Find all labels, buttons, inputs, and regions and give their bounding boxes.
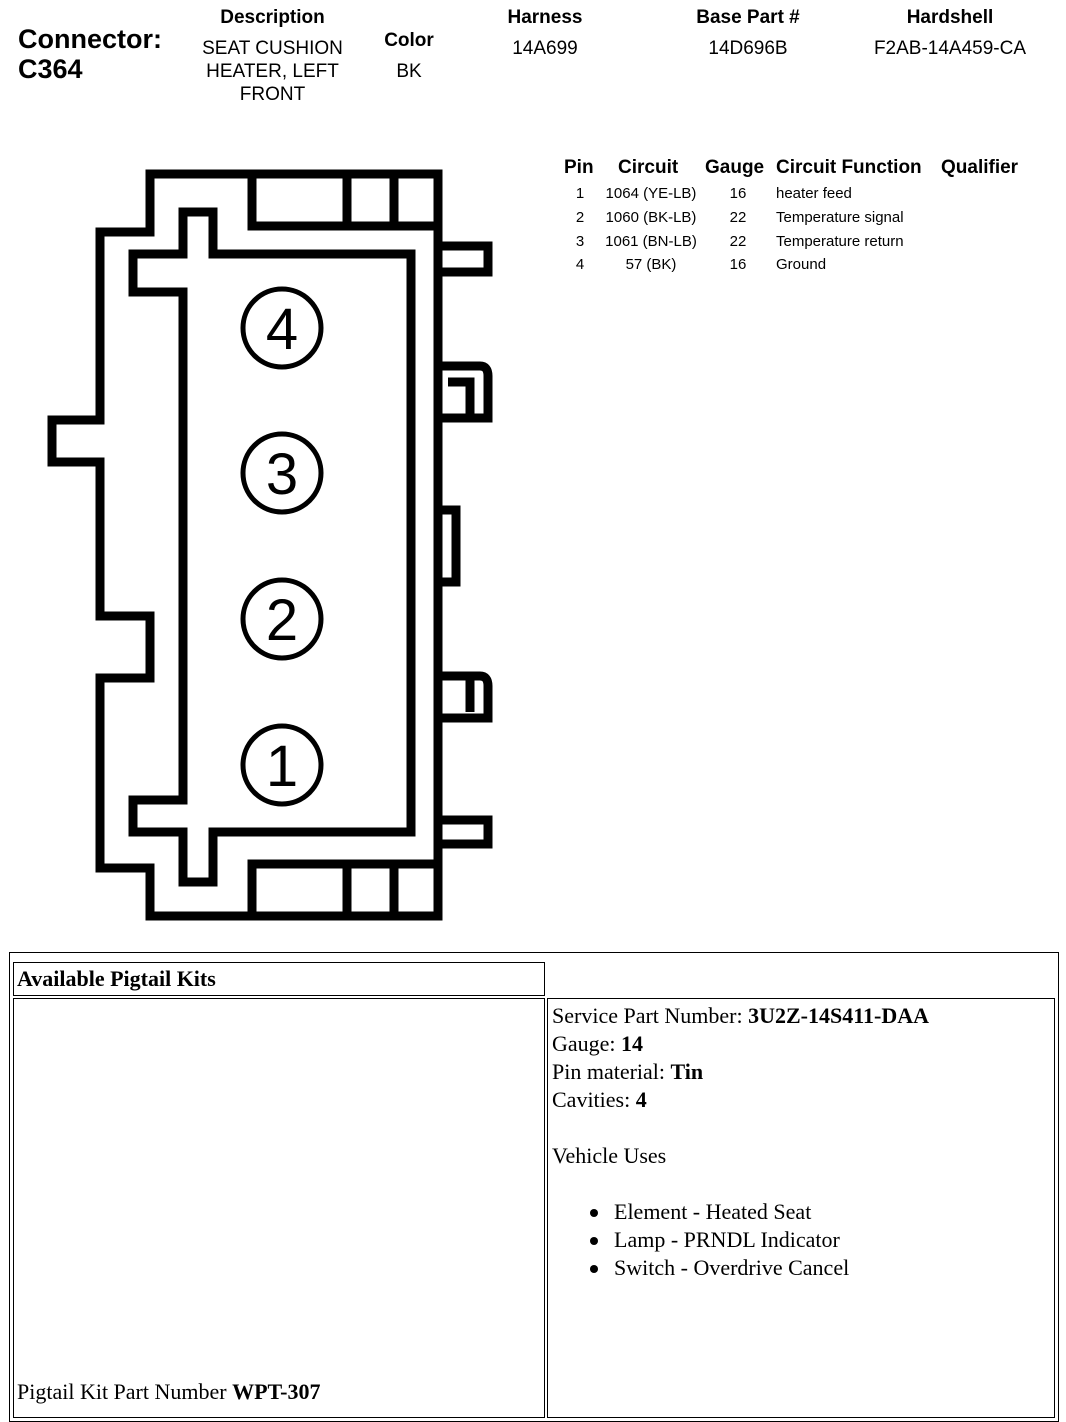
harness-label: Harness <box>507 7 583 28</box>
circuit-cell: 57 (BK) <box>625 256 677 273</box>
cavities-row <box>552 1086 929 1114</box>
pin-number-4: 4 <box>265 297 299 362</box>
right-tab <box>438 246 488 272</box>
color-value: BK <box>396 61 422 82</box>
gauge-cell: 22 <box>729 209 747 226</box>
description-line: FRONT <box>239 84 306 105</box>
right-tab <box>438 510 456 582</box>
hardshell-label: Hardshell <box>906 7 994 28</box>
function-cell: Ground <box>776 256 827 273</box>
hardshell-value: F2AB-14A459-CA <box>873 38 1027 59</box>
color-label: Color <box>384 30 434 51</box>
circuit-cell: 1064 (YE-LB) <box>605 185 697 202</box>
gauge-cell: 22 <box>729 233 747 250</box>
pin-cell: 3 <box>575 233 585 250</box>
service-part-row <box>552 1002 929 1030</box>
pin-number-1: 1 <box>265 734 299 799</box>
base-part-label: Base Part # <box>696 7 800 28</box>
circuit-column-header: Circuit <box>618 157 679 178</box>
description-line: HEATER, LEFT <box>206 61 339 82</box>
pin-cell: 4 <box>575 256 585 273</box>
qualifier-column-header: Qualifier <box>941 157 1019 178</box>
gauge-value: 14 <box>621 1031 644 1056</box>
service-part-value: 3U2Z-14S411-DAA <box>748 1003 930 1028</box>
vehicle-uses-heading: Vehicle Uses <box>552 1143 667 1168</box>
pin-material-value: Tin <box>670 1059 704 1084</box>
gauge-label: Gauge: <box>552 1031 622 1056</box>
cavities-label: Cavities: <box>552 1087 636 1112</box>
circuit-cell: 1060 (BK-LB) <box>605 209 697 226</box>
pin-cell: 2 <box>575 209 585 226</box>
gauge-cell: 16 <box>729 185 747 202</box>
connector-outer-housing <box>52 174 438 916</box>
function-cell: heater feed <box>776 185 852 202</box>
service-part-label: Service Part Number: <box>552 1003 749 1028</box>
gauge-column-header: Gauge <box>705 157 765 178</box>
kit-part-label: Pigtail Kit Part Number <box>17 1379 233 1404</box>
circuit-cell: 1061 (BN-LB) <box>605 233 697 250</box>
connector-id: C364 <box>18 54 83 84</box>
gauge-cell: 16 <box>729 256 747 273</box>
function-cell: Temperature return <box>776 233 904 250</box>
vehicle-uses-list <box>552 1198 929 1282</box>
pin-material-label: Pin material: <box>552 1059 671 1084</box>
pigtail-kits-title: Available Pigtail Kits <box>17 966 216 991</box>
pigtail-details <box>552 1002 929 1282</box>
kit-part-value: WPT-307 <box>232 1379 321 1404</box>
pin-column-header: Pin <box>564 157 594 178</box>
pigtail-kit-part-number <box>17 1378 321 1406</box>
base-part-value: 14D696B <box>708 38 788 59</box>
cavities-value: 4 <box>635 1087 647 1112</box>
vehicle-use-item: Lamp - PRNDL Indicator <box>614 1226 929 1254</box>
description-value <box>185 37 360 106</box>
pigtail-details-cell <box>547 998 1055 1418</box>
gauge-row <box>552 1030 929 1058</box>
vehicle-use-item: Switch - Overdrive Cancel <box>614 1254 929 1282</box>
description-label: Description <box>220 7 325 28</box>
pin-number-3: 3 <box>265 442 299 507</box>
right-tab <box>438 820 488 844</box>
right-tab <box>438 676 488 718</box>
right-tab <box>438 366 488 418</box>
function-column-header: Circuit Function <box>776 157 922 178</box>
pin-number-2: 2 <box>265 588 299 653</box>
connector-label: Connector: <box>18 24 162 54</box>
pigtail-title-cell <box>13 962 545 996</box>
connector-title <box>18 24 162 84</box>
connector-face-diagram <box>40 160 510 930</box>
vehicle-use-item: Element - Heated Seat <box>614 1198 929 1226</box>
pin-cell: 1 <box>575 185 585 202</box>
pin-material-row <box>552 1058 929 1086</box>
harness-value: 14A699 <box>512 38 578 59</box>
pigtail-kit-cell <box>13 998 545 1418</box>
description-line: SEAT CUSHION <box>202 38 343 59</box>
function-cell: Temperature signal <box>776 209 904 226</box>
